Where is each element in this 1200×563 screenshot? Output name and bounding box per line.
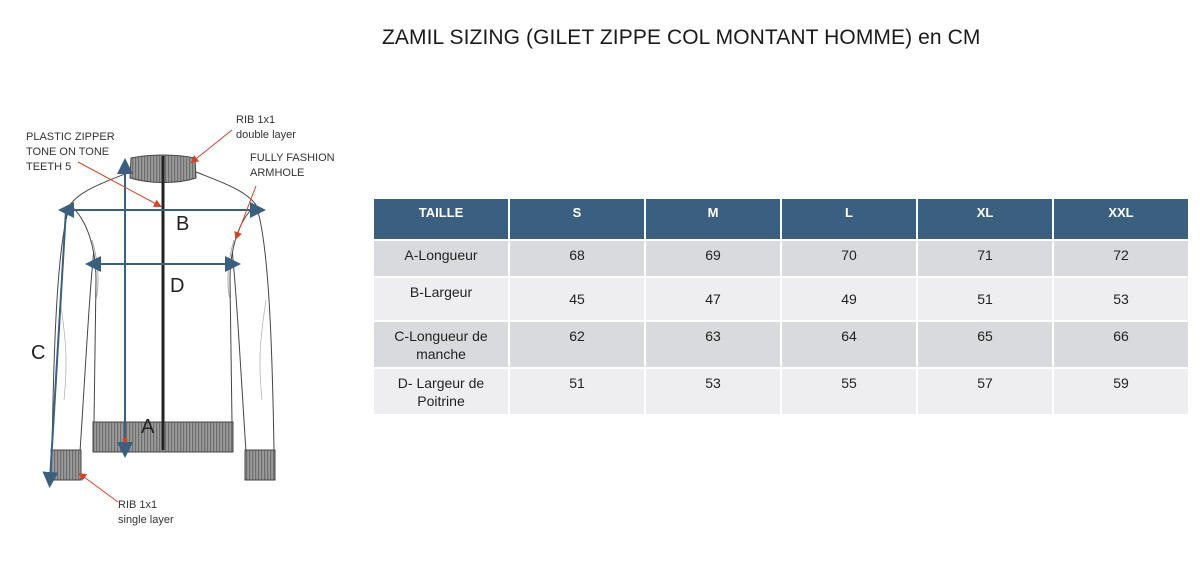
cell-value: 62 [510,322,644,367]
armhole-note: FULLY FASHION ARMHOLE [250,152,335,179]
cell-value: 68 [510,241,644,276]
header-size-xxl: XXL [1054,199,1188,239]
a-anchor-dot [123,438,128,443]
hem-pointer [80,474,118,502]
table-row [374,241,1188,276]
cell-value: 57 [918,369,1052,414]
cell-value: 66 [1054,322,1188,367]
header-size-s: S [510,199,644,239]
cell-value: 53 [646,369,780,414]
right-cuff [245,450,275,480]
page-title: ZAMIL SIZING (GILET ZIPPE COL MONTANT HOMME) en CM [382,26,981,49]
cell-value: 59 [1054,369,1188,414]
row-label: A-Longueur [374,241,508,276]
zipper-note: PLASTIC ZIPPER TONE ON TONE TEETH 5 [26,131,115,173]
table-row [374,278,1188,320]
letter-c: C [31,342,46,364]
hem-note: RIB 1x1 single layer [118,499,174,526]
header-size-l: L [782,199,916,239]
letter-b: B [176,213,190,235]
cell-value: 65 [918,322,1052,367]
letter-a: A [141,416,155,438]
table-row [374,369,1188,414]
cell-value: 51 [510,369,644,414]
header-size-m: M [646,199,780,239]
cell-value: 64 [782,322,916,367]
header-size-xl: XL [918,199,1052,239]
jacket-measurement-diagram [0,100,340,540]
cell-value: 63 [646,322,780,367]
collar-note: RIB 1x1 double layer [236,114,296,141]
cell-value: 51 [918,278,1052,320]
letter-d: D [170,275,185,297]
table-row [374,322,1188,367]
cell-value: 72 [1054,241,1188,276]
row-label: C-Longueur de manche [374,322,508,367]
cell-value: 55 [782,369,916,414]
size-table-header-row [374,199,1188,239]
cell-value: 71 [918,241,1052,276]
cell-value: 45 [510,278,644,320]
left-cuff [51,450,81,480]
cell-value: 49 [782,278,916,320]
cell-value: 69 [646,241,780,276]
right-sleeve [230,205,274,452]
collar-pointer [192,130,232,162]
size-table [372,197,1190,416]
header-taille: TAILLE [374,199,508,239]
cell-value: 53 [1054,278,1188,320]
cell-value: 47 [646,278,780,320]
row-label: D- Largeur de Poitrine [374,369,508,414]
cell-value: 70 [782,241,916,276]
row-label: B-Largeur [374,278,508,320]
